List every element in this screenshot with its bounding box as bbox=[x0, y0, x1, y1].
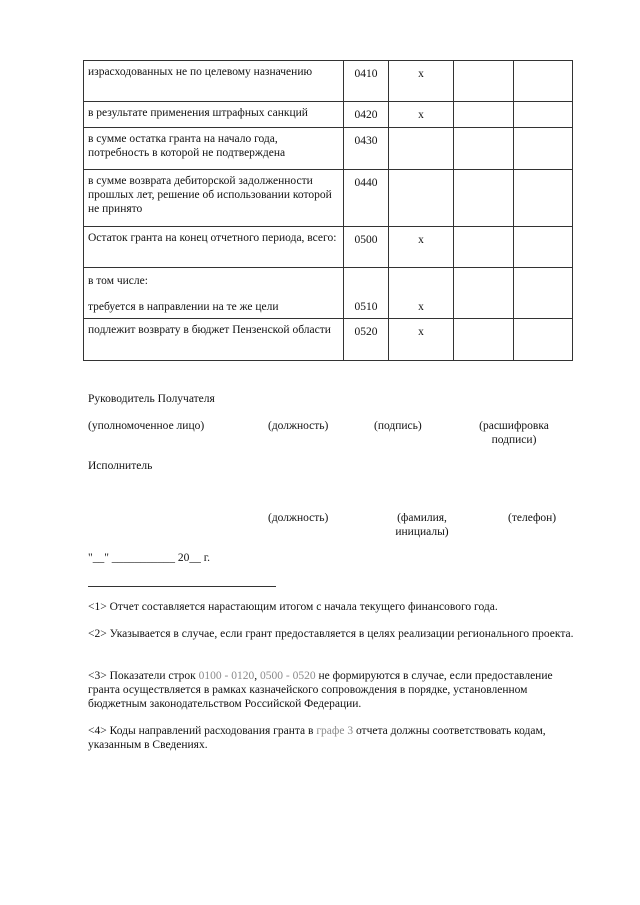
table-row bbox=[84, 227, 573, 268]
row-cell bbox=[514, 170, 573, 227]
footnote-3-separator: , bbox=[254, 670, 260, 682]
row-code: 0520 bbox=[344, 319, 389, 361]
table-row bbox=[84, 102, 573, 128]
row-label: в том числе: bbox=[84, 268, 344, 293]
date-line: "__" ___________ 20__ г. bbox=[88, 552, 211, 564]
row-label: в сумме возврата дебиторской задолженности прошлых лет, решение об использовании которой не принято bbox=[84, 170, 344, 227]
row-cell bbox=[514, 292, 573, 319]
row-cell bbox=[454, 292, 514, 319]
row-label: подлежит возврату в бюджет Пензенской области bbox=[84, 319, 344, 361]
row-cell bbox=[454, 227, 514, 268]
row-cell bbox=[514, 319, 573, 361]
row-code: 0500 bbox=[344, 227, 389, 268]
row-cell bbox=[514, 227, 573, 268]
footnote-separator bbox=[88, 586, 276, 587]
report-table bbox=[83, 60, 573, 361]
table-row bbox=[84, 292, 573, 319]
fullname-label: (фамилия, инициалы) bbox=[395, 512, 449, 538]
executor-position-label: (должность) bbox=[268, 512, 329, 524]
row-code: 0420 bbox=[344, 102, 389, 128]
footnote-4 bbox=[88, 724, 574, 752]
footnote-4-text-end: отчета должны соответствовать кодам, указанным в Сведениях. bbox=[88, 725, 546, 751]
row-cell bbox=[454, 170, 514, 227]
authorized-person-label: (уполномоченное лицо) bbox=[88, 420, 205, 432]
footnote-4-text-start: <4> Коды направлений расходования гранта в bbox=[88, 725, 317, 737]
row-mark: x bbox=[389, 61, 454, 102]
signature-label: (подпись) bbox=[374, 420, 422, 432]
row-mark: x bbox=[389, 102, 454, 128]
row-cell bbox=[454, 102, 514, 128]
rows-range-link-1[interactable]: 0100 - 0120 bbox=[198, 670, 255, 682]
row-code: 0410 bbox=[344, 61, 389, 102]
row-cell bbox=[454, 319, 514, 361]
row-label: в результате применения штрафных санкций bbox=[84, 102, 344, 128]
row-label: требуется в направлении на те же цели bbox=[84, 292, 344, 319]
table-row bbox=[84, 128, 573, 170]
row-mark bbox=[389, 268, 454, 293]
row-mark: x bbox=[389, 292, 454, 319]
row-cell bbox=[514, 102, 573, 128]
phone-label: (телефон) bbox=[508, 512, 557, 524]
row-mark: x bbox=[389, 227, 454, 268]
rows-range-link-2[interactable]: 0500 - 0520 bbox=[260, 670, 316, 682]
table-row bbox=[84, 319, 573, 361]
head-title: Руководитель Получателя bbox=[88, 393, 215, 405]
footnote-1: <1> Отчет составляется нарастающим итогом с начала текущего финансового года. bbox=[88, 601, 498, 613]
row-cell bbox=[514, 268, 573, 293]
row-cell bbox=[514, 128, 573, 170]
column-3-link[interactable]: графе 3 bbox=[316, 725, 354, 737]
row-code: 0510 bbox=[344, 292, 389, 319]
row-cell bbox=[514, 61, 573, 102]
footnote-3-text-start: <3> Показатели строк bbox=[88, 670, 199, 682]
table-row bbox=[84, 61, 573, 102]
row-cell bbox=[454, 61, 514, 102]
row-cell bbox=[454, 268, 514, 293]
row-code: 0430 bbox=[344, 128, 389, 170]
footnote-3-text-end: не формируются в случае, если предоставление гранта осуществляется в рамках казначейского сопровождения в порядке, установленном бюджетным законодательством Российской Федерации. bbox=[88, 670, 553, 710]
footnote-3 bbox=[88, 669, 574, 711]
row-label: Остаток гранта на конец отчетного периода, всего: bbox=[84, 227, 344, 268]
row-mark bbox=[389, 128, 454, 170]
row-mark: x bbox=[389, 319, 454, 361]
table-row bbox=[84, 170, 573, 227]
row-cell bbox=[454, 128, 514, 170]
decoding-label: (расшифровка подписи) bbox=[479, 420, 549, 446]
position-label: (должность) bbox=[268, 420, 329, 432]
footnote-2: <2> Указывается в случае, если грант предоставляется в целях реализации регионального проекта. bbox=[88, 628, 574, 640]
row-label: израсходованных не по целевому назначению bbox=[84, 61, 344, 102]
table-row bbox=[84, 268, 573, 293]
row-mark bbox=[389, 170, 454, 227]
row-code bbox=[344, 268, 389, 293]
row-code: 0440 bbox=[344, 170, 389, 227]
executor-title: Исполнитель bbox=[88, 460, 153, 472]
row-label: в сумме остатка гранта на начало года, потребность в которой не подтверждена bbox=[84, 128, 344, 170]
